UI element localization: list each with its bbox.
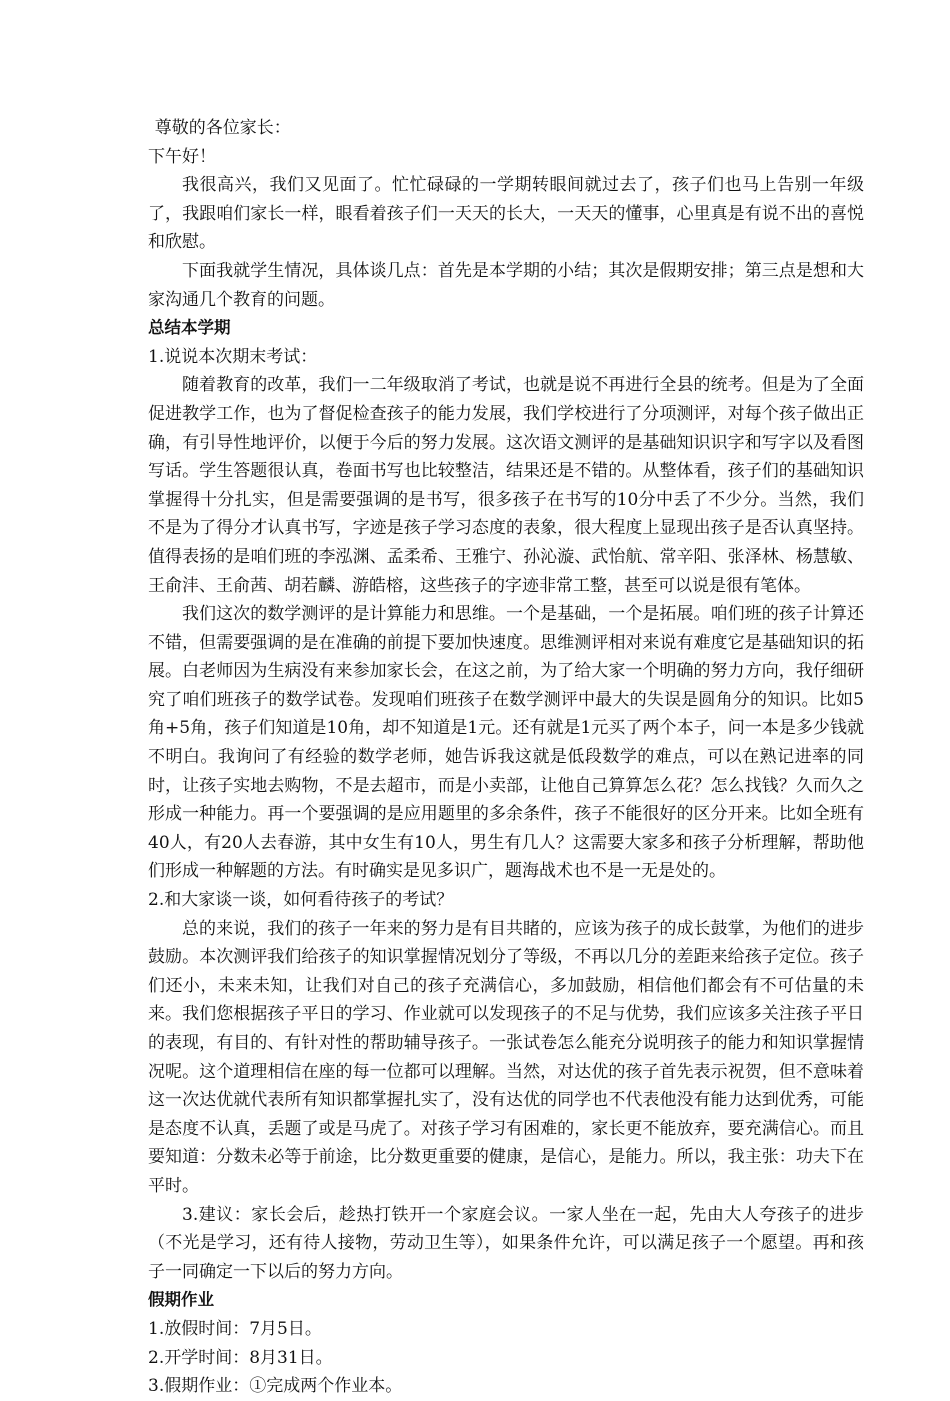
letter-body (148, 114, 864, 1401)
greeting: 尊敬的各位家长： (154, 118, 291, 138)
body-paragraph: 我们这次的数学测评的是计算能力和思维。一个是基础，一个是拓展。咱们班的孩子计算还不错，但需要强调的是在准确的前提下要加快速度。思维测评相对来说有难度它是基础知识的拓展。白老师因为生病没有来参加家长会，在这之前，为了给大家一个明确的努力方向，我仔细研究了咱们班孩子的数学试卷。发现咱们班孩子在数学测评中最大的失误是圆角分的知识。比如5角+5角，孩子们知道是10角，却不知道是1元。还有就是1元买了两个本子，问一本是多少钱就不明白。我询问了有经验的数学老师，她告诉我这就是低段数学的难点，可以在熟记进率的同时，让孩子实地去购物，不是去超市，而是小卖部，让他自己算算怎么花？怎么找钱？久而久之形成一种能力。再一个要强调的是应用题里的多余条件，孩子不能很好的区分开来。比如全班有40人，有20人去春游，其中女生有10人，男生有几人？这需要大家多和孩子分析理解，帮助他们形成一种解题的方法。有时确实是见多识广，题海战术也不是一无是处的。 (148, 604, 864, 882)
section-heading-holiday: 假期作业 (148, 1290, 214, 1310)
body-paragraph-suggestion: 3.建议：家长会后，趁热打铁开一个家庭会议。一家人坐在一起，先由大人夸孩子的进步（不光是学习，还有待人接物，劳动卫生等），如果条件允许，可以满足孩子一个愿望。再和孩子一同确定一下以后的努力方向。 (148, 1204, 864, 1282)
item-title-view-exam: 2.和大家谈一谈，如何看待孩子的考试？ (148, 890, 454, 911)
list-item: 1.放假时间：7月5日。 (148, 1318, 322, 1339)
item-title-exam: 1.说说本次期末考试： (148, 346, 318, 367)
body-paragraph: 随着教育的改革，我们一二年级取消了考试，也就是说不再进行全县的统考。但是为了全面促进教学工作，也为了督促检查孩子的能力发展，我们学校进行了分项测评，对每个孩子做出正确，有引导性地评价，以便于今后的努力发展。这次语文测评的是基础知识识字和写字以及看图写话。学生答题很认真，卷面书写也比较整洁，结果还是不错的。从整体看，孩子们的基础知识掌握得十分扎实，但是需要强调的是书写，很多孩子在书写的10分中丢了不少分。当然，我们不是为了得分才认真书写，字迹是孩子学习态度的表象，很大程度上显现出孩子是否认真坚持。值得表扬的是咱们班的李泓渊、孟柔希、王雅宁、孙沁漩、武怡航、常辛阳、张泽林、杨慧敏、王俞沣、王俞茜、胡若麟、游皓榕，这些孩子的字迹非常工整，甚至可以说是很有笔体。 (148, 375, 864, 596)
intro-paragraph: 下面我就学生情况，具体谈几点：首先是本学期的小结；其次是假期安排；第三点是想和大家沟通几个教育的问题。 (148, 260, 864, 310)
salutation: 下午好！ (148, 146, 216, 167)
intro-paragraph: 我很高兴，我们又见面了。忙忙碌碌的一学期转眼间就过去了，孩子们也马上告别一年级了，我跟咱们家长一样，眼看着孩子们一天天的长大，一天天的懂事，心里真是有说不出的喜悦和欣慰。 (148, 175, 864, 253)
list-item: 3.假期作业：①完成两个作业本。 (148, 1376, 403, 1397)
body-paragraph: 总的来说，我们的孩子一年来的努力是有目共睹的，应该为孩子的成长鼓掌，为他们的进步鼓励。本次测评我们给孩子的知识掌握情况划分了等级，不再以几分的差距来给孩子定位。孩子们还小，未来未知，让我们对自己的孩子充满信心，多加鼓励，相信他们都会有不可估量的未来。我们您根据孩子平日的学习、作业就可以发现孩子的不足与优势，我们应该多关注孩子平日的表现，有目的、有针对性的帮助辅导孩子。一张试卷怎么能充分说明孩子的能力和知识掌握情况呢。这个道理相信在座的每一位都可以理解。当然，对达优的孩子首先表示祝贺，但不意味着这一次达优就代表所有知识都掌握扎实了，没有达优的同学也不代表他没有能力达到优秀，可能是态度不认真，丢题了或是马虎了。对孩子学习有困难的，家长更不能放弃，要充满信心。而且要知道：分数未必等于前途，比分数更重要的健康，是信心，是能力。所以，我主张：功夫下在平时。 (148, 918, 864, 1196)
section-heading-summary: 总结本学期 (148, 318, 231, 338)
list-item: 2.开学时间：8月31日。 (148, 1347, 333, 1368)
